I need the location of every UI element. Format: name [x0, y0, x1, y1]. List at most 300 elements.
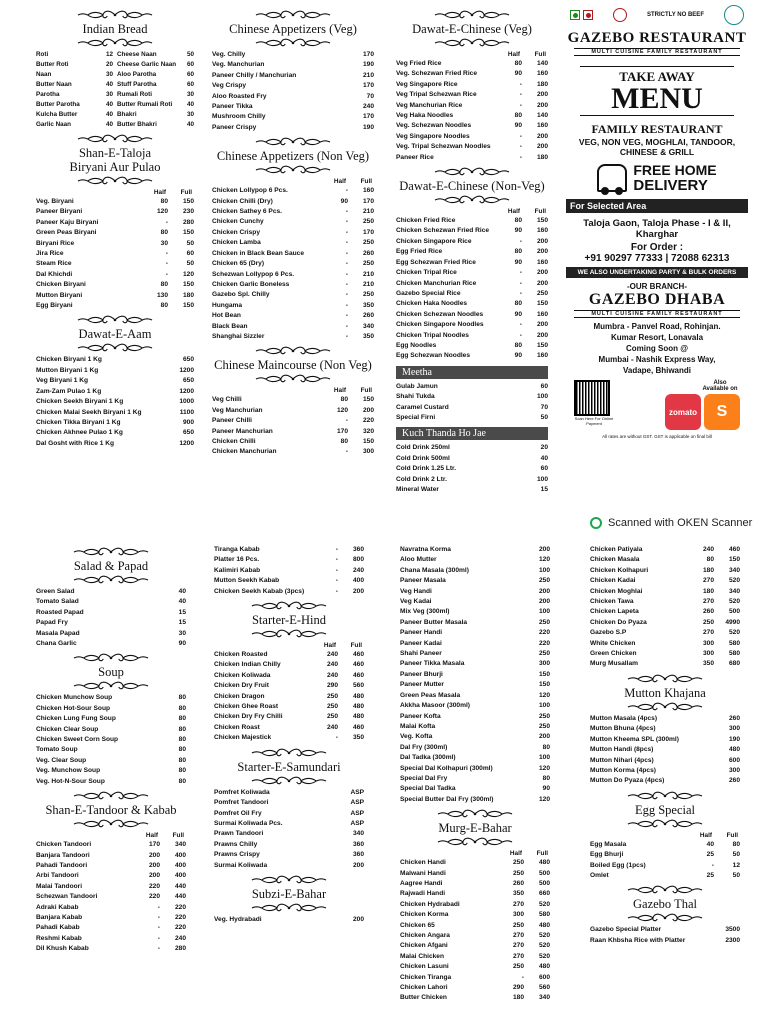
menu-item[interactable]: [396, 464, 548, 474]
half-column-label: Half: [507, 51, 520, 58]
menu-item[interactable]: [214, 723, 364, 733]
menu-item[interactable]: [36, 270, 194, 280]
menu-item[interactable]: [400, 869, 550, 879]
item-name: Akkha Masoor (300ml): [400, 702, 470, 710]
menu-item[interactable]: [36, 745, 186, 755]
menu-item[interactable]: [214, 555, 364, 565]
ornament-divider: [400, 809, 550, 819]
menu-item[interactable]: [36, 903, 186, 913]
item-name: Veg. Clear Soup: [36, 756, 87, 764]
item-half-price: -: [345, 239, 348, 247]
menu-item[interactable]: [396, 132, 548, 142]
menu-item[interactable]: [212, 270, 374, 280]
menu-item[interactable]: [590, 607, 740, 617]
menu-item[interactable]: [214, 915, 364, 925]
branch-brand-name: GAZEBO DHABA: [588, 291, 726, 308]
menu-item[interactable]: [212, 437, 374, 447]
menu-item[interactable]: [212, 447, 374, 457]
menu-item[interactable]: [396, 279, 548, 289]
menu-item[interactable]: [396, 142, 548, 152]
menu-item[interactable]: [400, 701, 550, 711]
item-half-price: 270: [512, 900, 524, 908]
menu-item[interactable]: [212, 395, 374, 405]
menu-section: [590, 885, 740, 946]
menu-item[interactable]: [400, 566, 550, 576]
menu-item[interactable]: [400, 784, 550, 794]
menu-item[interactable]: [400, 879, 550, 889]
item-name: Mutton Biryani: [36, 291, 83, 299]
menu-item[interactable]: [212, 406, 374, 416]
menu-item[interactable]: [396, 216, 548, 226]
menu-item[interactable]: [214, 733, 364, 743]
item-full-price: 520: [538, 952, 550, 960]
bread-grid-column: [36, 50, 113, 130]
menu-item[interactable]: [36, 725, 186, 735]
menu-item[interactable]: [36, 639, 186, 649]
menu-item[interactable]: [400, 774, 550, 784]
menu-item[interactable]: [214, 840, 364, 850]
item-name: Chicken Tandoori: [36, 841, 92, 849]
menu-item[interactable]: [36, 840, 186, 850]
menu-item[interactable]: [400, 712, 550, 722]
menu-item[interactable]: [396, 69, 548, 79]
menu-item[interactable]: [590, 840, 740, 850]
menu-item[interactable]: [212, 71, 374, 81]
full-column-label: Full: [172, 832, 184, 840]
item-half-price: -: [345, 332, 348, 340]
area-line-1: Taloja Gaon, Taloja Phase - I & II,: [583, 218, 731, 229]
ornament-divider: [214, 875, 364, 885]
menu-item[interactable]: [590, 871, 740, 881]
item-full-price: 180: [536, 153, 548, 161]
menu-item[interactable]: [214, 650, 364, 660]
item-name: Chicken Dry Fry Chilli: [214, 713, 283, 721]
menu-item[interactable]: [36, 693, 186, 703]
menu-item[interactable]: [214, 702, 364, 712]
menu-item[interactable]: [400, 910, 550, 920]
item-name: Parotha: [36, 91, 60, 98]
section-title: Dawat-E-Chinese (Non-Veg): [399, 179, 545, 194]
menu-item[interactable]: [396, 351, 548, 361]
menu-item[interactable]: [400, 921, 550, 931]
menu-item[interactable]: [400, 587, 550, 597]
menu-item[interactable]: [590, 936, 740, 946]
item-price: 40: [105, 81, 113, 88]
menu-item[interactable]: [36, 861, 186, 871]
menu-item[interactable]: [212, 50, 374, 60]
item-half-price: -: [519, 153, 522, 161]
item-name: Special Dal Tadka: [400, 785, 456, 793]
half-full-header: [36, 831, 186, 840]
menu-item[interactable]: [396, 268, 548, 278]
item-name: Mutton Korma (4pcs): [590, 766, 656, 774]
menu-item[interactable]: [212, 217, 374, 227]
item-full-price: 340: [538, 994, 550, 1002]
menu-item[interactable]: [396, 90, 548, 100]
menu-item[interactable]: [36, 735, 186, 745]
menu-item[interactable]: [396, 403, 548, 413]
menu-item[interactable]: [396, 153, 548, 163]
menu-item[interactable]: [396, 392, 548, 402]
menu-item[interactable]: [36, 704, 186, 714]
menu-item[interactable]: [214, 692, 364, 702]
item-half-price: 200: [148, 861, 160, 869]
menu-item[interactable]: [36, 428, 194, 438]
menu-item[interactable]: [36, 366, 194, 376]
menu-item[interactable]: [400, 941, 550, 951]
item-price: 40: [186, 121, 194, 128]
menu-item[interactable]: [400, 993, 550, 1003]
menu-item[interactable]: [396, 331, 548, 341]
menu-item[interactable]: [36, 756, 186, 766]
menu-item[interactable]: [117, 50, 194, 60]
menu-item[interactable]: [36, 120, 113, 130]
item-name: Paneer Manchurian: [212, 427, 273, 435]
menu-item[interactable]: [36, 376, 194, 386]
menu-item[interactable]: [400, 649, 550, 659]
menu-item[interactable]: [36, 892, 186, 902]
menu-item[interactable]: [36, 714, 186, 724]
menu-item[interactable]: [400, 639, 550, 649]
item-price: 100: [538, 566, 550, 574]
menu-item[interactable]: [36, 913, 186, 923]
menu-item[interactable]: [36, 923, 186, 933]
menu-item[interactable]: [590, 714, 740, 724]
menu-item[interactable]: [400, 618, 550, 628]
swiggy-logo-icon[interactable]: S: [704, 394, 740, 430]
menu-item[interactable]: [590, 850, 740, 860]
menu-item[interactable]: [36, 766, 186, 776]
menu-item[interactable]: [400, 680, 550, 690]
item-half-price: 350: [702, 660, 714, 668]
item-half-price: 80: [514, 248, 522, 256]
item-name: Tiranga Kabab: [214, 546, 260, 553]
menu-item[interactable]: [212, 92, 374, 102]
menu-item[interactable]: [36, 70, 113, 80]
menu-item[interactable]: [36, 355, 194, 365]
item-half-price: -: [345, 187, 348, 195]
menu-item[interactable]: [400, 545, 550, 555]
item-full-price: 4990: [725, 618, 740, 626]
menu-item[interactable]: [396, 101, 548, 111]
scanner-watermark: [590, 517, 752, 529]
menu-item[interactable]: [212, 311, 374, 321]
item-name: Chicken Biryani: [36, 281, 86, 289]
menu-item[interactable]: [400, 973, 550, 983]
item-name: Butter Chicken: [400, 994, 447, 1002]
menu-item[interactable]: [396, 413, 548, 423]
menu-item[interactable]: [400, 576, 550, 586]
item-price: 260: [728, 777, 740, 785]
menu-item[interactable]: [400, 764, 550, 774]
menu-item[interactable]: [396, 111, 548, 121]
menu-item[interactable]: [400, 983, 550, 993]
menu-item[interactable]: [590, 576, 740, 586]
menu-item[interactable]: [396, 121, 548, 131]
menu-item[interactable]: [212, 238, 374, 248]
menu-item[interactable]: [590, 587, 740, 597]
menu-item[interactable]: [214, 788, 364, 798]
menu-item[interactable]: [212, 207, 374, 217]
menu-item[interactable]: [400, 732, 550, 742]
menu-item[interactable]: [36, 60, 113, 70]
item-full-price: 120: [182, 270, 194, 278]
menu-section: [396, 10, 548, 163]
menu-item[interactable]: [590, 555, 740, 565]
menu-item[interactable]: [400, 555, 550, 565]
menu-item[interactable]: [214, 671, 364, 681]
menu-item[interactable]: [400, 691, 550, 701]
menu-item[interactable]: [214, 861, 364, 871]
section-title: Egg Special: [634, 802, 696, 817]
menu-item[interactable]: [117, 60, 194, 70]
item-half-price: -: [157, 924, 160, 932]
menu-item[interactable]: [117, 80, 194, 90]
item-name: Kalimiri Kabab: [214, 566, 261, 574]
item-name: Aloo Parotha: [117, 71, 157, 78]
menu-item[interactable]: [396, 382, 548, 392]
menu-item[interactable]: [36, 882, 186, 892]
menu-item[interactable]: [400, 858, 550, 868]
menu-item[interactable]: [396, 443, 548, 453]
menu-item[interactable]: [212, 301, 374, 311]
menu-item[interactable]: [590, 566, 740, 576]
menu-item[interactable]: [590, 925, 740, 935]
menu-item[interactable]: [400, 962, 550, 972]
non-veg-symbol-icon: [583, 10, 593, 20]
menu-item[interactable]: [36, 207, 194, 217]
menu-item[interactable]: [117, 100, 194, 110]
menu-item[interactable]: [36, 218, 194, 228]
menu-item[interactable]: [400, 900, 550, 910]
menu-item[interactable]: [396, 226, 548, 236]
menu-item[interactable]: [396, 320, 548, 330]
menu-item[interactable]: [396, 310, 548, 320]
menu-item[interactable]: [212, 102, 374, 112]
item-name: Veg Singapore Noodles: [396, 132, 470, 140]
item-full-price: 160: [536, 310, 548, 318]
menu-item[interactable]: [212, 259, 374, 269]
menu-item[interactable]: [214, 587, 364, 597]
menu-item[interactable]: [590, 628, 740, 638]
menu-item[interactable]: [590, 659, 740, 669]
menu-item[interactable]: [590, 618, 740, 628]
menu-item[interactable]: [36, 608, 186, 618]
menu-item[interactable]: [396, 299, 548, 309]
item-full-price: 520: [538, 942, 550, 950]
zomato-logo-icon[interactable]: zomato: [665, 394, 701, 430]
menu-item[interactable]: [36, 408, 194, 418]
menu-item[interactable]: [214, 681, 364, 691]
menu-item[interactable]: [36, 280, 194, 290]
menu-item[interactable]: [36, 871, 186, 881]
menu-item[interactable]: [36, 439, 194, 449]
item-half-price: -: [335, 556, 338, 564]
phone-numbers[interactable]: +91 90297 77333 | 72088 62313: [584, 253, 730, 264]
menu-item[interactable]: [117, 70, 194, 80]
menu-item[interactable]: [212, 249, 374, 259]
menu-item[interactable]: [36, 90, 113, 100]
menu-item[interactable]: [396, 59, 548, 69]
menu-item[interactable]: [36, 851, 186, 861]
menu-item[interactable]: [214, 798, 364, 808]
payment-qr-code-icon[interactable]: [574, 380, 610, 416]
menu-item[interactable]: [36, 197, 194, 207]
item-price: 150: [538, 681, 550, 689]
item-half-price: -: [345, 270, 348, 278]
menu-item[interactable]: [396, 475, 548, 485]
item-half-price: -: [165, 260, 168, 268]
item-full-price: 60: [186, 250, 194, 258]
full-column-label: Full: [534, 51, 546, 58]
branch-line-4: Mumbai - Nashik Express Way,: [598, 355, 716, 364]
menu-item[interactable]: [212, 81, 374, 91]
item-name: Banjara Tandoori: [36, 851, 90, 859]
menu-item[interactable]: [590, 861, 740, 871]
menu-item[interactable]: [36, 597, 186, 607]
menu-item[interactable]: [396, 247, 548, 257]
menu-item[interactable]: [400, 753, 550, 763]
menu-item[interactable]: [590, 766, 740, 776]
menu-item[interactable]: [400, 597, 550, 607]
item-price: 12: [105, 51, 113, 58]
menu-item[interactable]: [590, 649, 740, 659]
item-name: Pomfret Tandoori: [214, 799, 269, 807]
menu-item[interactable]: [214, 819, 364, 829]
menu-item[interactable]: [36, 397, 194, 407]
menu-item[interactable]: [400, 628, 550, 638]
menu-item[interactable]: [590, 776, 740, 786]
menu-item[interactable]: [36, 228, 194, 238]
menu-item[interactable]: [36, 418, 194, 428]
item-full-price: 340: [728, 587, 740, 595]
menu-item[interactable]: [214, 712, 364, 722]
item-full-price: 200: [536, 91, 548, 99]
menu-item[interactable]: [36, 618, 186, 628]
menu-item[interactable]: [396, 485, 548, 495]
menu-item[interactable]: [36, 259, 194, 269]
menu-item[interactable]: [212, 290, 374, 300]
menu-item[interactable]: [396, 80, 548, 90]
menu-item[interactable]: [117, 110, 194, 120]
menu-item[interactable]: [400, 795, 550, 805]
menu-item[interactable]: [214, 829, 364, 839]
item-name: Veg Haka Noodles: [396, 112, 454, 120]
item-name: Green Chicken: [590, 650, 637, 658]
menu-item[interactable]: [36, 629, 186, 639]
menu-item[interactable]: [36, 934, 186, 944]
menu-item[interactable]: [396, 289, 548, 299]
menu-item[interactable]: [117, 90, 194, 100]
item-name: Cold Drink 250ml: [396, 444, 450, 452]
menu-item[interactable]: [36, 80, 113, 90]
menu-item[interactable]: [590, 724, 740, 734]
menu-item[interactable]: [36, 249, 194, 259]
ornament-divider: [36, 791, 186, 801]
menu-item[interactable]: [214, 660, 364, 670]
menu-item[interactable]: [400, 670, 550, 680]
menu-item[interactable]: [590, 756, 740, 766]
menu-item[interactable]: [590, 597, 740, 607]
item-price: 200: [352, 915, 364, 923]
item-full-price: 340: [728, 566, 740, 574]
item-half-price: 90: [514, 352, 522, 360]
menu-item[interactable]: [214, 850, 364, 860]
menu-item[interactable]: [590, 639, 740, 649]
menu-item[interactable]: [396, 341, 548, 351]
menu-section: [212, 346, 374, 457]
menu-item[interactable]: [400, 952, 550, 962]
item-name: Chicken Fried Rice: [396, 217, 456, 225]
menu-item[interactable]: [212, 60, 374, 70]
menu-item[interactable]: [396, 237, 548, 247]
item-half-price: -: [345, 280, 348, 288]
item-name: Cold Drink 500ml: [396, 454, 450, 462]
menu-item[interactable]: [212, 197, 374, 207]
menu-item[interactable]: [212, 280, 374, 290]
menu-item[interactable]: [212, 416, 374, 426]
item-name: Chicken Moghlai: [590, 587, 643, 595]
halal-icon: [724, 5, 744, 25]
menu-item[interactable]: [396, 454, 548, 464]
menu-item[interactable]: [36, 301, 194, 311]
item-price: 80: [178, 746, 186, 754]
menu-item[interactable]: [400, 743, 550, 753]
menu-item[interactable]: [36, 387, 194, 397]
menu-item[interactable]: [400, 659, 550, 669]
menu-item[interactable]: [400, 889, 550, 899]
menu-item[interactable]: [212, 427, 374, 437]
menu-item[interactable]: [214, 545, 364, 555]
menu-item[interactable]: [212, 322, 374, 332]
menu-item[interactable]: [36, 777, 186, 787]
menu-item[interactable]: [214, 809, 364, 819]
menu-item[interactable]: [212, 123, 374, 133]
menu-item[interactable]: [36, 239, 194, 249]
menu-item[interactable]: [36, 100, 113, 110]
menu-item[interactable]: [212, 186, 374, 196]
menu-item[interactable]: [36, 944, 186, 954]
item-full-price: 200: [536, 132, 548, 140]
menu-item[interactable]: [36, 50, 113, 60]
menu-item[interactable]: [212, 112, 374, 122]
menu-section: [396, 427, 548, 495]
item-half-price: -: [335, 734, 338, 742]
menu-item[interactable]: [590, 745, 740, 755]
menu-item[interactable]: [400, 931, 550, 941]
menu-item[interactable]: [214, 576, 364, 586]
menu-item[interactable]: [117, 120, 194, 130]
menu-item[interactable]: [590, 735, 740, 745]
menu-item[interactable]: [396, 258, 548, 268]
menu-item[interactable]: [590, 545, 740, 555]
item-half-price: -: [519, 279, 522, 287]
menu-item[interactable]: [212, 332, 374, 342]
half-column-label: Half: [145, 832, 158, 840]
menu-section: [590, 674, 740, 787]
item-name: Veg. Munchow Soup: [36, 767, 101, 775]
item-half-price: 240: [326, 661, 338, 669]
menu-item[interactable]: [36, 587, 186, 597]
menu-item[interactable]: [400, 607, 550, 617]
item-price: 650: [182, 429, 194, 437]
menu-item[interactable]: [214, 566, 364, 576]
menu-item[interactable]: [212, 228, 374, 238]
menu-item[interactable]: [36, 291, 194, 301]
menu-item[interactable]: [36, 110, 113, 120]
item-name: Egg Schezwan Noodles: [396, 352, 471, 360]
menu-item[interactable]: [400, 722, 550, 732]
